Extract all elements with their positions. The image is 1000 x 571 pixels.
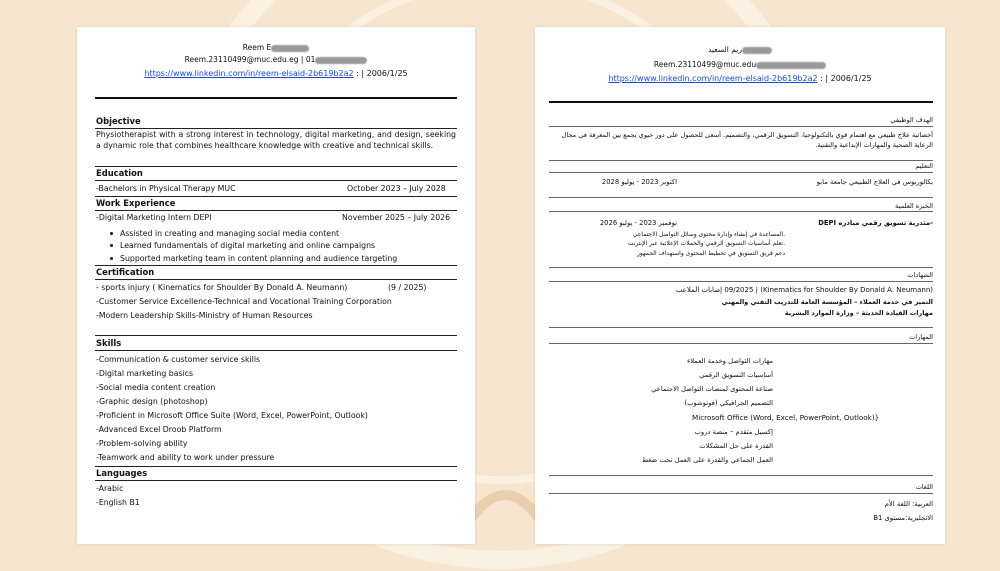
redacted-name [742,47,772,54]
birth-date: : | 2006/1/25 [356,69,408,78]
skill-item: -Advanced Excel Droob Platform [96,425,222,434]
education-divider [95,180,457,181]
work-bullet: Learned fundamentals of digital marketing and online campaigns [120,241,376,250]
skills-title: Skills [96,338,122,348]
experience-bullet-ar: دعم فريق التسويق في تخطيط المحتوى واستهداف الجمهور [637,250,785,257]
experience-item-ar: -متدربة تسويق رقمي مبادره DEPI [818,219,933,227]
skill-item-ar: أساسيات التسويق الرقمي [699,371,773,379]
redacted-phone [756,62,826,69]
bullet-dot [110,244,113,247]
objective-title: Objective [96,116,141,126]
birth-date: : | 2006/1/25 [820,74,872,83]
certification-divider-top [95,265,457,266]
english-cv-page [77,27,475,544]
languages-divider-top [95,466,457,467]
certification-title: Certification [96,267,155,277]
arabic-cv-page [535,27,945,544]
work-title: Work Experience [96,198,176,208]
education-divider [549,172,933,173]
language-item-ar: الانجليزية:مستوى B1 [873,514,933,522]
skills-title-ar: المهارات [909,333,933,341]
language-item: -Arabic [96,484,124,493]
work-divider-top [95,196,457,197]
certification-item: -Modern Leadership Skills-Ministry of Human Resources [96,311,313,320]
skill-item-ar: مهارات التواصل وخدمة العملاء [687,357,773,365]
education-title-ar: التعليم [915,162,933,170]
header-divider [549,101,933,103]
work-bullet: Supported marketing team in content planning and audience targeting [120,254,398,263]
skills-divider [95,350,457,351]
cv-linkedin-line [77,69,475,79]
skill-item: -Proficient in Microsoft Office Suite (Word, Excel, PowerPoint, Outlook) [96,411,368,420]
education-divider-top [549,160,933,161]
certification-item: -Customer Service Excellence-Technical and Vocational Training Corporation [96,297,392,306]
experience-divider [549,211,933,212]
certification-date: (9 / 2025) [388,283,427,292]
cv-contact: Reem.23110499@muc.edu.eg | 01 [77,55,475,65]
skill-item: -Graphic design (photoshop) [96,397,208,406]
skill-item-ar: Microsoft Office (Word, Excel, PowerPoint, Outlook)} [692,413,880,422]
bullet-dot [110,257,113,260]
cv-name: Reem E [77,43,475,53]
work-divider [95,210,457,211]
work-item: -Digital Marketing Intern DEPI [96,213,212,222]
experience-bullet-ar: .تعلم أساسيات التسويق الرقمي والحملات الإعلانية عبر الإنترنت [627,240,785,247]
skill-item: -Teamwork and ability to work under pressure [96,453,275,462]
skills-divider-top [549,327,933,328]
certificates-divider-top [549,267,933,268]
experience-title-ar: الخبرة العلمية [895,202,933,210]
languages-title: Languages [96,468,148,478]
certificate-item-ar: (Kinematics for Shoulder By Donald A. Neumann) | 09/2025 إصابات الملاعب [675,286,933,294]
experience-bullet-ar: .المساعدة في إنشاء وإدارة محتوى وسائل التواصل الاجتماعي [632,231,785,238]
certificate-item-ar: مهارات القيادة الحديثة – وزارة الموارد البشرية [784,309,933,317]
linkedin-link[interactable]: https://www.linkedin.com/in/reem-elsaid-2b619b2a2 [144,69,354,78]
education-title: Education [96,168,143,178]
languages-divider [549,493,933,494]
experience-divider-top [549,197,933,198]
header-divider [95,97,457,99]
work-bullet: Assisted in creating and managing social media content [120,229,340,238]
languages-divider-top [549,475,933,476]
languages-title-ar: اللغات [915,483,933,491]
certification-divider [95,279,457,280]
cv-linkedin-line-ar [535,74,945,84]
objective-text-ar: أخصائية علاج طبيعي مع اهتمام قوي بالتكنولوجيا، التسويق الرقمي، والتصميم. أسعى للحصول على دور حيوي يجمع بين المعرفة في مجال الرعاية الصحية والمهارات الإبداعية والتقنية. [561,131,933,149]
cv-name-ar: ريم السعيد [535,45,945,55]
certification-item: - sports injury ( Kinematics for Shoulder By Donald A. Neumann) [96,283,348,292]
skill-item-ar: القدرة على حل المشكلات [699,442,773,450]
skill-item: -Communication & customer service skills [96,355,261,364]
certificate-item-ar: التميز في خدمة العملاء – المؤسسة العامة للتدريب التقني والمهني [721,298,933,306]
education-date: October 2023 – July 2028 [347,184,446,193]
education-item: -Bachelors in Physical Therapy MUC [96,184,236,193]
bullet-dot [110,232,113,235]
skill-item: -Social media content creation [96,383,216,392]
objective-text: Physiotherapist with a strong interest in technology, digital marketing, and design, seeking a dynamic role that combines healthcare knowledge with creative and technical skills. [96,130,456,151]
education-date-ar: اكتوبر 2023 - يوليو 2028 [601,178,677,186]
certificates-title-ar: الشهادات [907,271,933,279]
certificates-divider [549,281,933,282]
education-item-ar: بكالوريوس في العلاج الطبيعي جامعة مابو [816,178,933,186]
skills-divider-top [95,335,457,336]
language-item-ar: العربية: اللغة الأم [884,500,933,508]
work-date: November 2025 – July 2026 [342,213,451,222]
objective-divider [549,126,933,127]
linkedin-link[interactable]: https://www.linkedin.com/in/reem-elsaid-2b619b2a2 [608,74,818,83]
skills-divider [549,343,933,344]
languages-divider [95,480,457,481]
experience-date-ar: نوفمبر 2023 - يوليو 2026 [599,219,677,227]
redacted-phone [315,57,367,64]
redacted-name [271,45,309,52]
cv-contact-ar: Reem.23110499@muc.edu [535,60,945,70]
objective-title-ar: الهدف الوظيفي [890,116,933,124]
education-divider-top [95,166,457,167]
language-item: -English B1 [96,498,140,507]
skill-item-ar: إكسيل متقدم – منصة دروب [694,428,773,436]
skill-item-ar: العمل الجماعي والقدرة على العمل تحت ضغط [641,456,773,464]
skill-item: -Problem-solving ability [96,439,188,448]
skill-item-ar: التصميم الجرافيكي (فوتوشوب) [684,399,773,407]
skill-item: -Digital marketing basics [96,369,194,378]
skill-item-ar: صناعة المحتوى لمنصات التواصل الاجتماعي [651,385,773,393]
